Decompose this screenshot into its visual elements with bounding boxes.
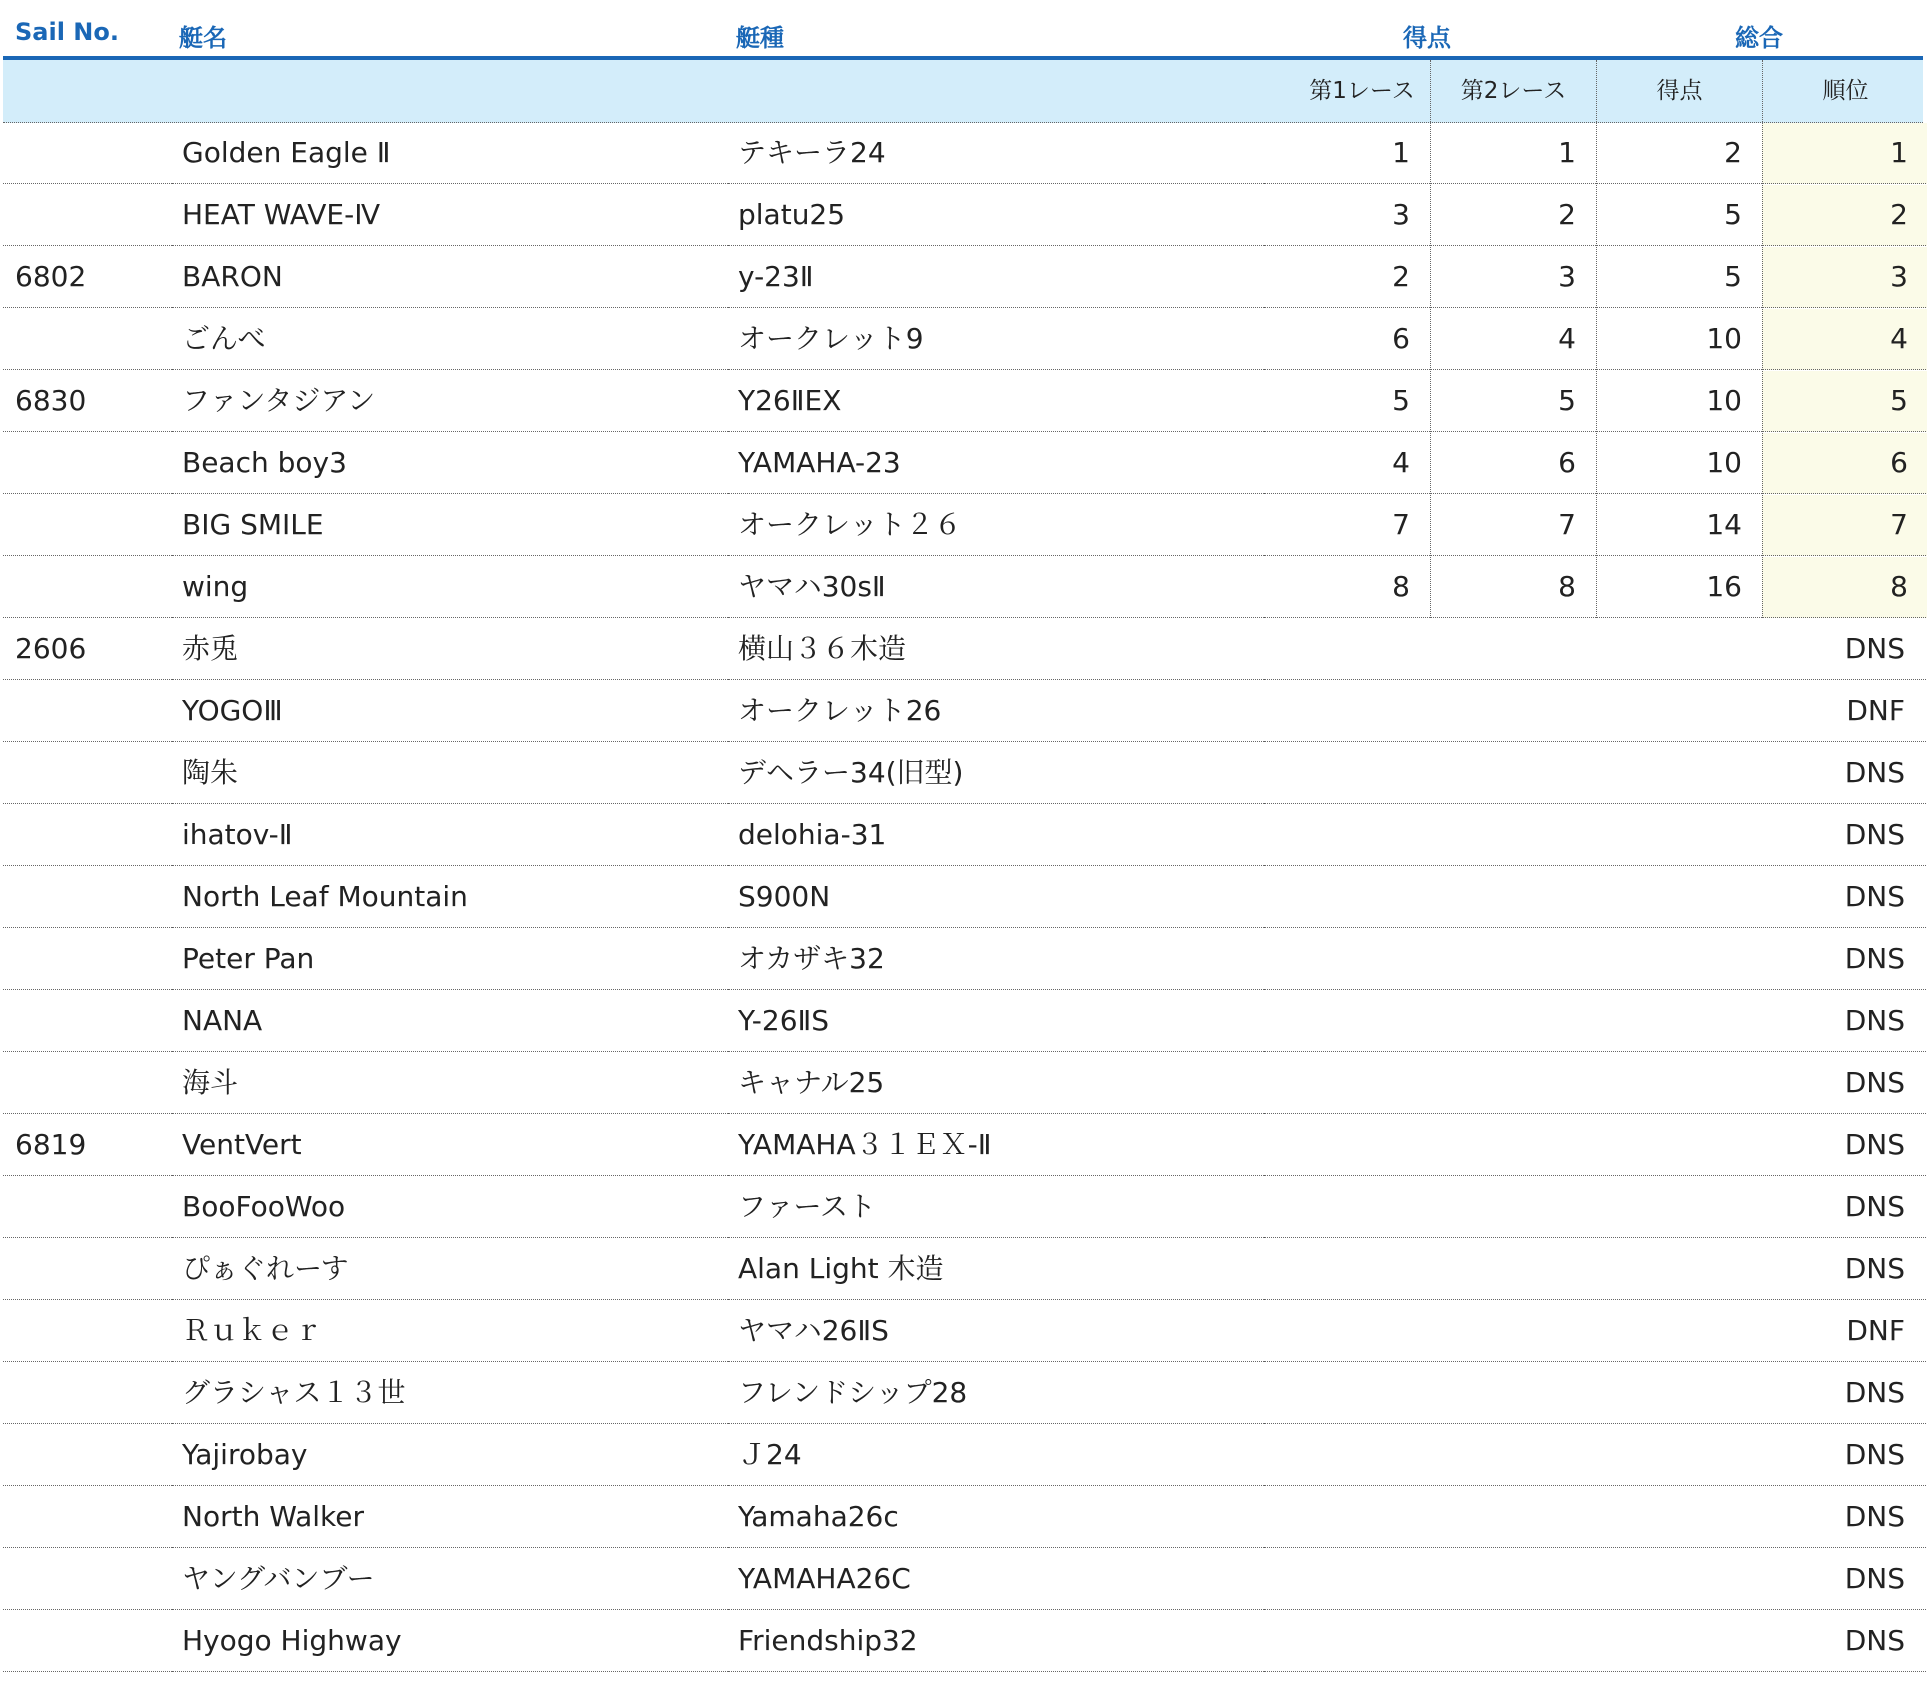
boat-type-cell: オークレット9 <box>728 309 1264 370</box>
table-row <box>3 371 1923 433</box>
status-cell: DNS <box>1264 1363 1927 1424</box>
points-cell: 16 <box>1596 557 1762 618</box>
table-row <box>3 557 1923 619</box>
sail-number-cell <box>3 123 172 184</box>
table-row <box>3 805 1923 867</box>
status-cell: DNS <box>1264 619 1927 680</box>
points-cell: 10 <box>1596 371 1762 432</box>
points-cell: 5 <box>1596 185 1762 246</box>
status-cell: DNS <box>1264 1487 1927 1548</box>
boat-name-cell: YOGOⅢ <box>172 681 728 742</box>
boat-name-cell: 赤兎 <box>172 619 728 680</box>
boat-type-cell: YAMAHA-23 <box>728 433 1264 494</box>
table-row <box>3 185 1923 247</box>
race1-score-cell: 7 <box>1264 495 1430 556</box>
header-score: 得点 <box>1403 24 1451 52</box>
status-cell: DNS <box>1264 1611 1927 1672</box>
boat-type-cell: フレンドシップ28 <box>728 1363 1264 1424</box>
boat-type-cell: delohia-31 <box>728 805 1264 866</box>
points-cell: 10 <box>1596 309 1762 370</box>
rank-cell: 3 <box>1762 247 1927 308</box>
rank-cell: 6 <box>1762 433 1927 494</box>
boat-name-cell: BooFooWoo <box>172 1177 728 1238</box>
table-row <box>3 1487 1923 1549</box>
status-cell: DNS <box>1264 991 1927 1052</box>
status-cell: DNS <box>1264 1177 1927 1238</box>
boat-name-cell: BARON <box>172 247 728 308</box>
boat-name-cell: 海斗 <box>172 1053 728 1114</box>
boat-type-cell: オークレット26 <box>728 681 1264 742</box>
header-rank: 順位 <box>1762 60 1927 122</box>
boat-name-cell: NANA <box>172 991 728 1052</box>
header-race2: 第2レース <box>1430 60 1596 122</box>
race1-score-cell: 8 <box>1264 557 1430 618</box>
race2-score-cell: 7 <box>1430 495 1596 556</box>
boat-name-cell: ぴぁぐれーす <box>172 1239 728 1300</box>
sail-number-cell <box>3 1239 172 1300</box>
sail-number-cell <box>3 185 172 246</box>
table-row <box>3 123 1923 185</box>
status-cell: DNS <box>1264 1053 1927 1114</box>
rank-cell: 5 <box>1762 371 1927 432</box>
sail-number-cell <box>3 1487 172 1548</box>
boat-type-cell: y-23Ⅱ <box>728 247 1264 308</box>
sail-number-cell <box>3 1177 172 1238</box>
sail-number-cell <box>3 867 172 928</box>
status-cell: DNS <box>1264 1425 1927 1486</box>
status-cell: DNS <box>1264 867 1927 928</box>
status-cell: DNS <box>1264 1549 1927 1610</box>
race1-score-cell: 1 <box>1264 123 1430 184</box>
header-boat-type: 艇種 <box>736 24 784 52</box>
status-cell: DNS <box>1264 743 1927 804</box>
sail-number-cell <box>3 1053 172 1114</box>
table-row <box>3 1549 1923 1611</box>
boat-type-cell: Alan Light 木造 <box>728 1239 1264 1300</box>
sail-number-cell <box>3 495 172 556</box>
sail-number-cell: 6802 <box>3 247 172 308</box>
table-row <box>3 743 1923 805</box>
header-race1: 第1レース <box>1309 78 1415 104</box>
boat-name-cell: BIG SMILE <box>172 495 728 556</box>
sail-number-cell <box>3 1425 172 1486</box>
points-cell: 2 <box>1596 123 1762 184</box>
boat-type-cell: オカザキ32 <box>728 929 1264 990</box>
status-cell: DNS <box>1264 1239 1927 1300</box>
boat-type-cell: オークレット２６ <box>728 495 1264 556</box>
boat-name-cell: ごんべ <box>172 309 728 370</box>
table-row <box>3 681 1923 743</box>
status-cell: DNF <box>1264 681 1927 742</box>
race2-score-cell: 4 <box>1430 309 1596 370</box>
table-row <box>3 1177 1923 1239</box>
sail-number-cell <box>3 433 172 494</box>
boat-name-cell: wing <box>172 557 728 618</box>
header-boat-name: 艇名 <box>179 24 227 52</box>
rank-cell: 2 <box>1762 185 1927 246</box>
race2-score-cell: 8 <box>1430 557 1596 618</box>
header-overall: 総合 <box>1735 24 1783 52</box>
table-row <box>3 1115 1923 1177</box>
sail-number-cell <box>3 929 172 990</box>
boat-name-cell: Ｒｕｋｅｒ <box>172 1301 728 1362</box>
header-points: 得点 <box>1596 60 1762 122</box>
points-cell: 14 <box>1596 495 1762 556</box>
boat-name-cell: VentVert <box>172 1115 728 1176</box>
race1-score-cell: 4 <box>1264 433 1430 494</box>
boat-name-cell: Yajirobay <box>172 1425 728 1486</box>
header-row-main <box>3 0 1923 60</box>
rank-cell: 8 <box>1762 557 1927 618</box>
table-row <box>3 1611 1923 1673</box>
race2-score-cell: 6 <box>1430 433 1596 494</box>
header-sail-no: Sail No. <box>15 18 119 46</box>
boat-name-cell: Beach boy3 <box>172 433 728 494</box>
status-cell: DNS <box>1264 805 1927 866</box>
boat-type-cell: Y-26ⅡS <box>728 991 1264 1052</box>
sail-number-cell <box>3 805 172 866</box>
race1-score-cell: 5 <box>1264 371 1430 432</box>
race2-score-cell: 3 <box>1430 247 1596 308</box>
race2-score-cell: 5 <box>1430 371 1596 432</box>
boat-name-cell: North Leaf Mountain <box>172 867 728 928</box>
status-cell: DNF <box>1264 1301 1927 1362</box>
boat-type-cell: キャナル25 <box>728 1053 1264 1114</box>
boat-type-cell: Friendship32 <box>728 1611 1264 1672</box>
boat-name-cell: グラシャス１３世 <box>172 1363 728 1424</box>
boat-type-cell: platu25 <box>728 185 1264 246</box>
status-cell: DNS <box>1264 929 1927 990</box>
boat-name-cell: Golden Eagle Ⅱ <box>172 123 728 184</box>
table-row <box>3 619 1923 681</box>
sail-number-cell: 6830 <box>3 371 172 432</box>
boat-type-cell: 横山３６木造 <box>728 619 1264 680</box>
boat-type-cell: テキーラ24 <box>728 123 1264 184</box>
boat-name-cell: 陶朱 <box>172 743 728 804</box>
table-row <box>3 1363 1923 1425</box>
sail-number-cell <box>3 991 172 1052</box>
points-cell: 10 <box>1596 433 1762 494</box>
race2-score-cell: 1 <box>1430 123 1596 184</box>
points-cell: 5 <box>1596 247 1762 308</box>
sail-number-cell <box>3 1549 172 1610</box>
sail-number-cell: 2606 <box>3 619 172 680</box>
boat-type-cell: Yamaha26c <box>728 1487 1264 1548</box>
table-row <box>3 991 1923 1053</box>
boat-name-cell: Peter Pan <box>172 929 728 990</box>
boat-type-cell: Y26ⅡEX <box>728 371 1264 432</box>
boat-type-cell: YAMAHA26C <box>728 1549 1264 1610</box>
boat-type-cell: ヤマハ26ⅡS <box>728 1301 1264 1362</box>
table-row <box>3 247 1923 309</box>
boat-type-cell: デヘラー34(旧型) <box>728 743 1264 804</box>
table-row <box>3 309 1923 371</box>
sail-number-cell <box>3 1301 172 1362</box>
boat-name-cell: HEAT WAVE-Ⅳ <box>172 185 728 246</box>
sail-number-cell <box>3 681 172 742</box>
boat-name-cell: ヤングバンブー <box>172 1549 728 1610</box>
race1-score-cell: 6 <box>1264 309 1430 370</box>
rank-cell: 7 <box>1762 495 1927 556</box>
table-row <box>3 495 1923 557</box>
boat-type-cell: ヤマハ30sⅡ <box>728 557 1264 618</box>
boat-type-cell: ファースト <box>728 1177 1264 1238</box>
boat-type-cell: Ｊ24 <box>728 1425 1264 1486</box>
results-table <box>3 0 1923 1673</box>
boat-type-cell: YAMAHA３１ＥＸ-Ⅱ <box>728 1115 1264 1176</box>
sail-number-cell <box>3 557 172 618</box>
sail-number-cell <box>3 1611 172 1672</box>
boat-name-cell: ihatov-Ⅱ <box>172 805 728 866</box>
boat-name-cell: Hyogo Highway <box>172 1611 728 1672</box>
rank-cell: 1 <box>1762 123 1927 184</box>
sail-number-cell <box>3 743 172 804</box>
table-row <box>3 1301 1923 1363</box>
boat-name-cell: North Walker <box>172 1487 728 1548</box>
status-cell: DNS <box>1264 1115 1927 1176</box>
table-row <box>3 867 1923 929</box>
header-row-sub <box>3 60 1923 123</box>
rank-cell: 4 <box>1762 309 1927 370</box>
boat-name-cell: ファンタジアン <box>172 371 728 432</box>
race1-score-cell: 2 <box>1264 247 1430 308</box>
sail-number-cell <box>3 1363 172 1424</box>
table-row <box>3 1239 1923 1301</box>
race1-score-cell: 3 <box>1264 185 1430 246</box>
table-body <box>3 123 1923 1673</box>
sail-number-cell <box>3 309 172 370</box>
sail-number-cell: 6819 <box>3 1115 172 1176</box>
table-row <box>3 1425 1923 1487</box>
table-row <box>3 433 1923 495</box>
table-row <box>3 1053 1923 1115</box>
race2-score-cell: 2 <box>1430 185 1596 246</box>
table-row <box>3 929 1923 991</box>
boat-type-cell: S900N <box>728 867 1264 928</box>
